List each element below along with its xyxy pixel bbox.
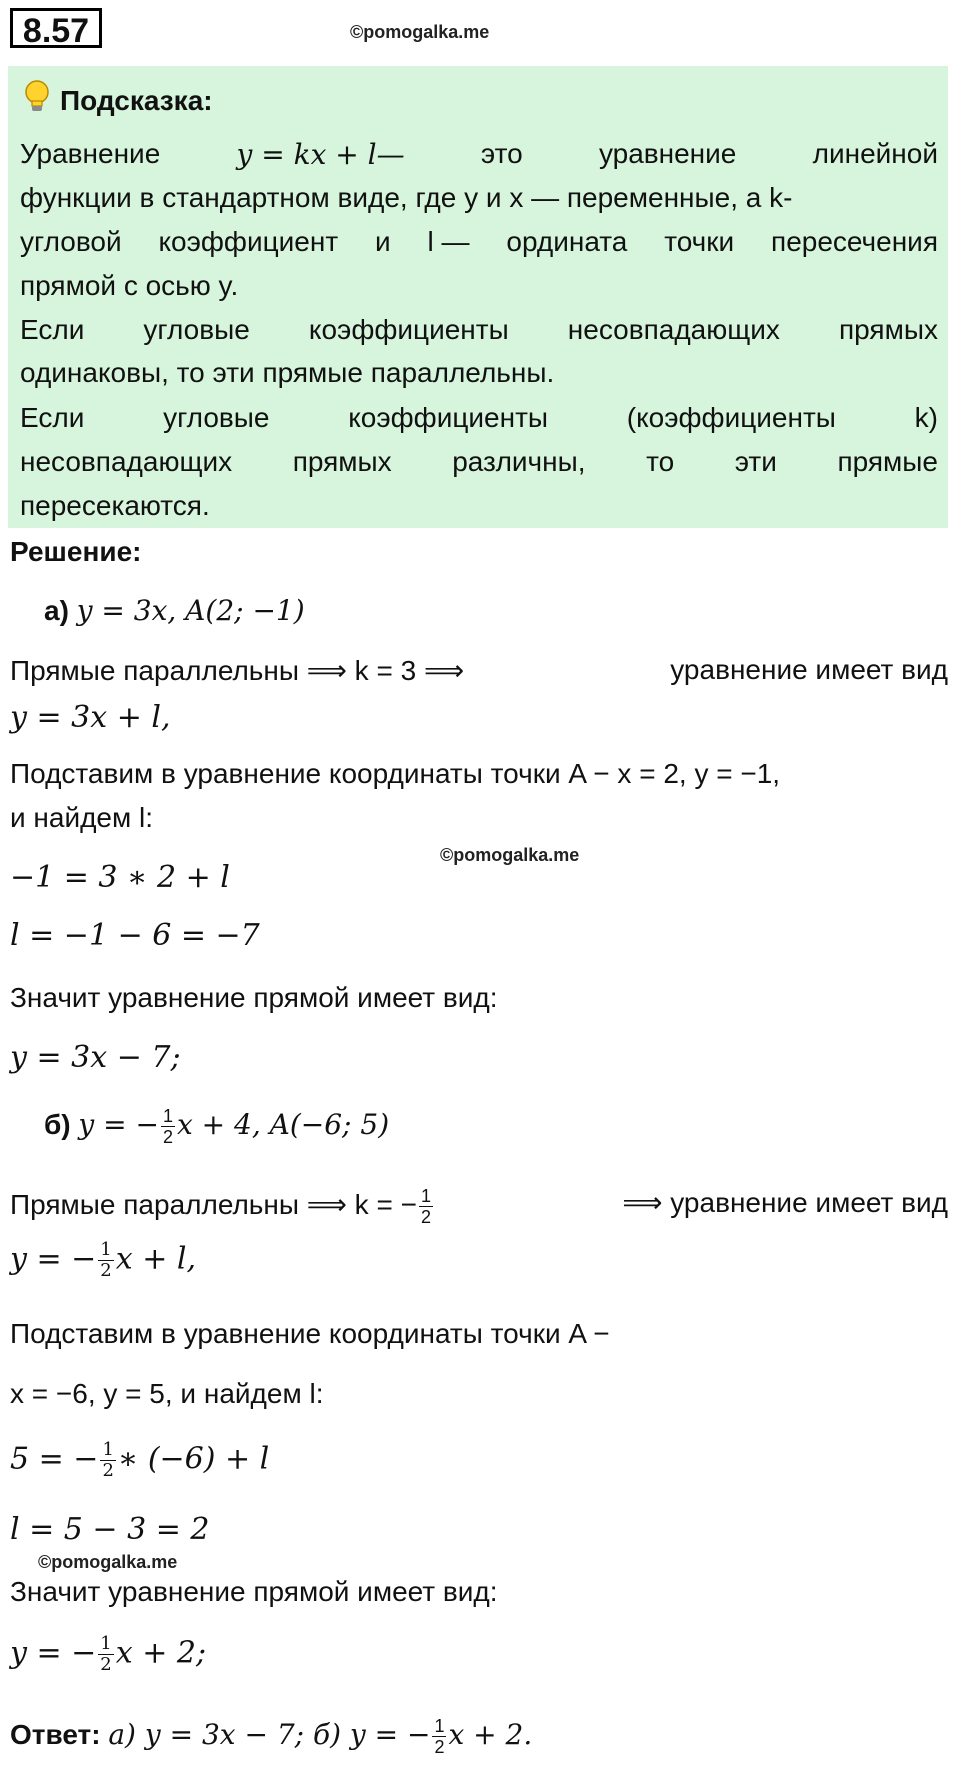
watermark-middle: ©pomogalka.me — [440, 845, 580, 865]
watermark-bottom: ©pomogalka.me — [38, 1552, 178, 1572]
part-a-given: а) y = 3x, A(2; −1) — [44, 594, 305, 627]
part-a-eq-2: l = −1 − 6 = −7 — [10, 918, 260, 953]
problem-number: 8.57 — [10, 8, 102, 48]
solution-title: Решение: — [10, 536, 142, 567]
part-a-result: y = 3x − 7; — [10, 1040, 181, 1075]
part-b-given: б) y = − $\frac{1}{2}$ x + 4, A(−6; 5) — [44, 1106, 390, 1147]
lightbulb-icon — [22, 78, 52, 121]
part-a-form: y = 3x + l, — [10, 700, 171, 735]
part-b-line-4: x = −6, y = 5, и найдем l: — [10, 1378, 324, 1409]
hint-title: Подсказка: — [22, 78, 213, 121]
part-a-line-1: Прямые параллельны ⟹ k = 3 ⟹ уравнение имеет вид — [10, 654, 948, 686]
hint-line-4: прямой с осью y. — [20, 270, 239, 301]
part-a-conclusion: Значит уравнение прямой имеет вид: — [10, 982, 498, 1013]
part-b-conclusion: Значит уравнение прямой имеет вид: — [10, 1576, 498, 1607]
part-a-line-3: Подставим в уравнение координаты точки A − x = 2, y = −1, — [10, 758, 781, 789]
part-b-result: y = − $\frac{1}{2}$ x + 2; — [10, 1633, 207, 1675]
hint-line-7: Если угловые коэффициенты (коэффициенты k) — [20, 402, 938, 433]
part-b-line-3: Подставим в уравнение координаты точки A − — [10, 1318, 610, 1349]
answer-line: Ответ: а) y = 3x − 7; б) y = − $\frac{1}{2}$ x + 2. — [10, 1716, 533, 1757]
hint-line-3: угловой коэффициент и l — ордината точки пересечения — [20, 226, 938, 257]
hint-line-2: функции в стандартном виде, где y и x — переменные, а k- — [20, 182, 793, 213]
part-b-eq-1: 5 = − $\frac{1}{2}$ ∗ (−6) + l — [10, 1439, 270, 1481]
watermark-top: ©pomogalka.me — [350, 22, 490, 42]
part-b-line-1: Прямые параллельны ⟹ k = − $\frac{1}{2}$ ⟹ уравнение имеет вид — [10, 1186, 948, 1227]
part-a-eq-1: −1 = 3 ∗ 2 + l — [10, 860, 230, 895]
part-a-line-4: и найдем l: — [10, 802, 154, 833]
hint-line-9: пересекаются. — [20, 490, 210, 521]
hint-line-1: Уравнение y = kx + l— это уравнение линейной — [20, 138, 938, 171]
hint-line-8: несовпадающих прямых различны, то эти прямые — [20, 446, 938, 477]
part-b-eq-2: l = 5 − 3 = 2 — [10, 1512, 210, 1547]
hint-line-6: одинаковы, то эти прямые параллельны. — [20, 357, 555, 388]
part-b-form: y = − $\frac{1}{2}$ x + l, — [10, 1239, 197, 1281]
hint-line-5: Если угловые коэффициенты несовпадающих прямых — [20, 314, 938, 345]
fraction-half: $\frac{1}{2}$ — [162, 1106, 173, 1147]
